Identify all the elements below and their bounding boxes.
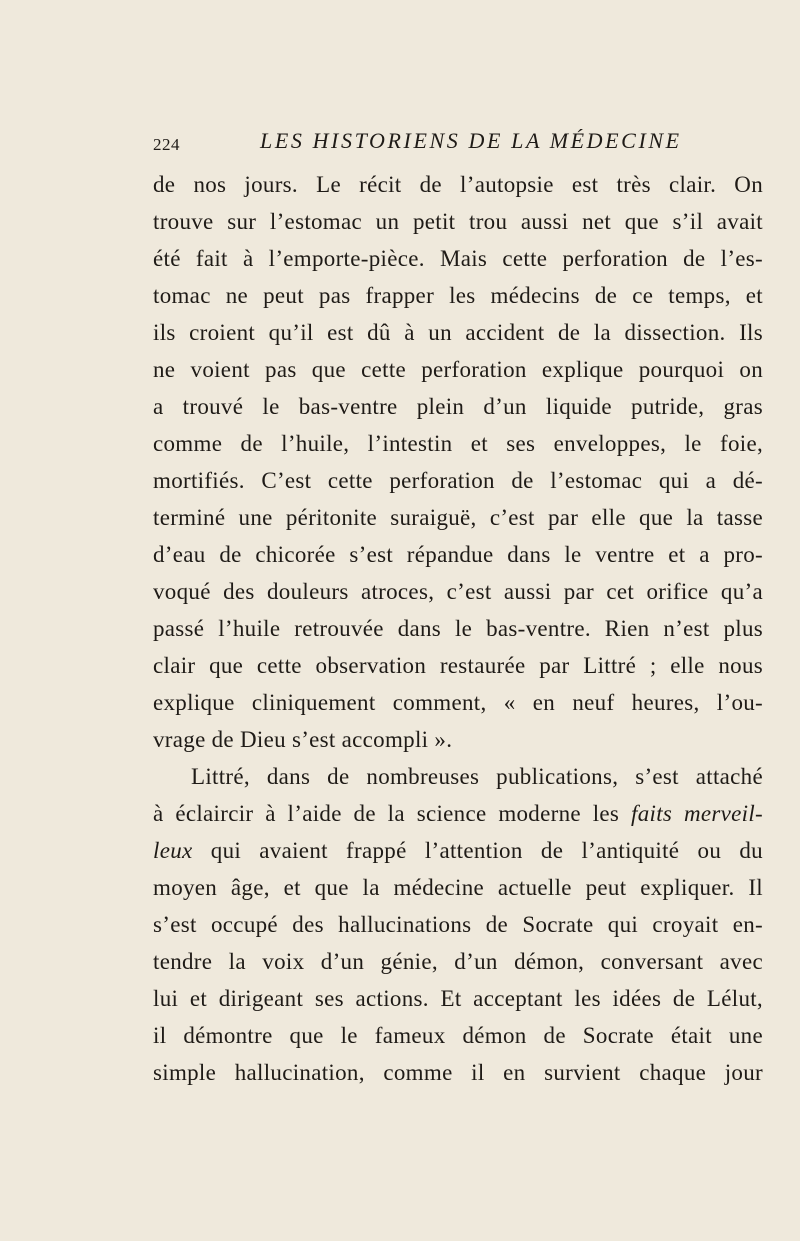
running-head: [153, 128, 760, 162]
text-line: [153, 832, 763, 869]
running-title: LES HISTORIENS DE LA MÉDECINE: [260, 128, 682, 153]
text-line: a trouvé le bas-ventre plein d’un liquide putride, gras: [153, 394, 763, 419]
text-line: clair que cette observation restaurée par Littré ; elle nous: [153, 653, 763, 678]
text-line: simple hallucination, comme il en survient chaque jour: [153, 1060, 763, 1085]
text-line: trouve sur l’estomac un petit trou aussi net que s’il avait: [153, 209, 763, 234]
text-line: il démontre que le fameux démon de Socrate était une: [153, 1023, 763, 1048]
text-line: terminé une péritonite suraiguë, c’est par elle que la tasse: [153, 505, 763, 530]
text-line: explique cliniquement comment, « en neuf heures, l’ou-: [153, 690, 763, 715]
text-line: s’est occupé des hallucinations de Socrate qui croyait en-: [153, 912, 763, 937]
italic-phrase: leux: [153, 838, 193, 863]
paragraph-2: [153, 758, 763, 1091]
text-line: ils croient qu’il est dû à un accident de la dissection. Ils: [153, 320, 763, 345]
text-line: de nos jours. Le récit de l’autopsie est très clair. On: [153, 172, 763, 197]
text-line: ne voient pas que cette perforation explique pourquoi on: [153, 357, 763, 382]
text-line: voqué des douleurs atroces, c’est aussi par cet orifice qu’a: [153, 579, 763, 604]
italic-phrase: faits merveil-: [631, 801, 763, 826]
text-line: tomac ne peut pas frapper les médecins de ce temps, et: [153, 283, 763, 308]
text-line: vrage de Dieu s’est accompli ».: [153, 727, 453, 752]
text-span: qui avaient frappé l’attention de l’antiquité ou du: [192, 838, 763, 863]
text-line: mortifiés. C’est cette perforation de l’estomac qui a dé-: [153, 468, 763, 493]
text-line: d’eau de chicorée s’est répandue dans le ventre et a pro-: [153, 542, 763, 567]
text-line: moyen âge, et que la médecine actuelle peut expliquer. Il: [153, 875, 763, 900]
text-line: tendre la voix d’un génie, d’un démon, conversant avec: [153, 949, 763, 974]
text-line: comme de l’huile, l’intestin et ses enveloppes, le foie,: [153, 431, 763, 456]
text-span: à éclaircir à l’aide de la science moderne les: [153, 801, 632, 826]
paragraph-1: [153, 166, 763, 758]
paragraph-2-rest: [153, 869, 763, 1091]
page-number: 224: [153, 135, 180, 154]
text-line: Littré, dans de nombreuses publications, s’est attaché: [191, 764, 763, 789]
text-line: été fait à l’emporte-pièce. Mais cette perforation de l’es-: [153, 246, 763, 271]
body-text: [153, 166, 763, 1091]
text-line: passé l’huile retrouvée dans le bas-ventre. Rien n’est plus: [153, 616, 763, 641]
text-line: [153, 795, 763, 832]
text-line: lui et dirigeant ses actions. Et acceptant les idées de Lélut,: [153, 986, 763, 1011]
